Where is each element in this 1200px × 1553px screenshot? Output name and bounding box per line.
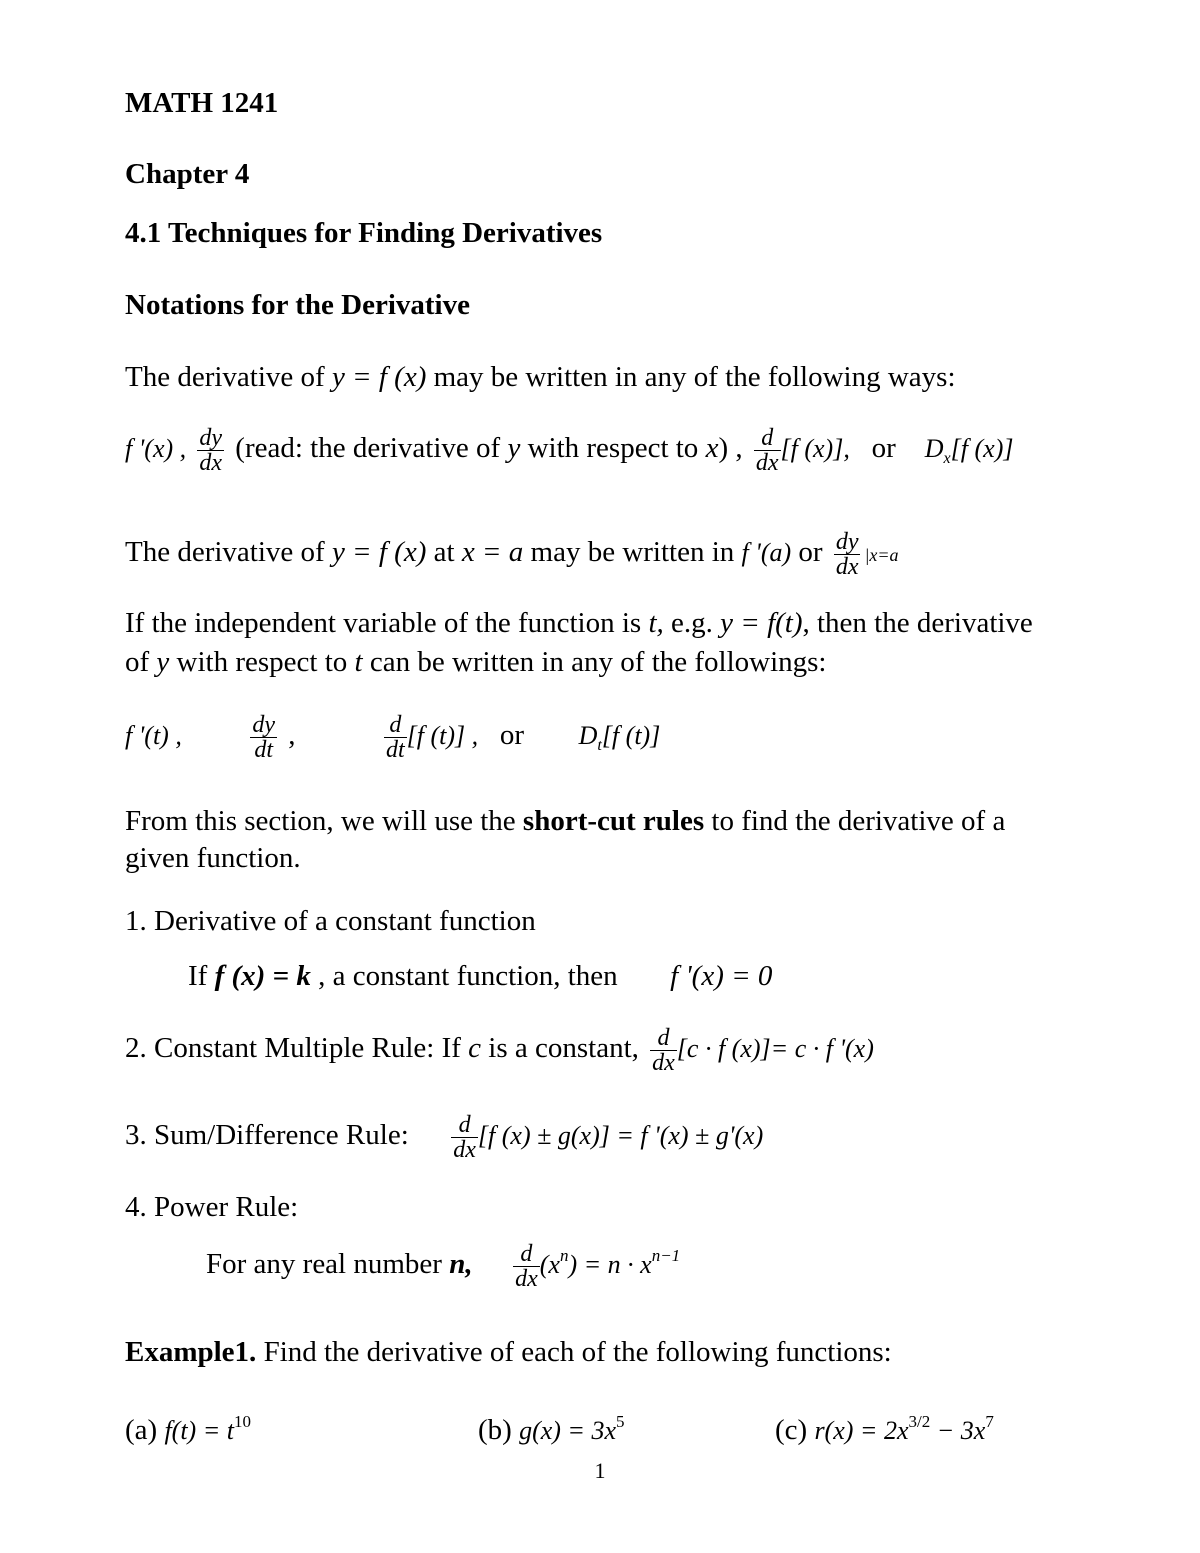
- read-note-a: (read: the derivative of: [235, 432, 508, 464]
- example-part-a: (a) $f(t) = t^{10}$: [125, 1412, 251, 1446]
- bracket-fx: [f (x)],: [780, 434, 850, 463]
- fprime-a: f '(a): [741, 538, 792, 567]
- at-a-line: [125, 524, 899, 583]
- example-heading: Example1. Find the derivative of each of the following functions:: [125, 1336, 892, 1368]
- at-a-lead: The derivative of: [125, 536, 332, 568]
- read-x: x: [705, 432, 719, 464]
- fprime-x: f '(x) ,: [125, 434, 187, 463]
- indep-t-line-2: of y with respect to t can be written in any of the followings:: [125, 646, 827, 678]
- rule-3: 3. Sum/Difference Rule: $\frac{d}{dx}$ [f (x) ± g(x)] = f '(x) ± g'(x): [125, 1111, 764, 1163]
- read-note-c: ) ,: [718, 432, 743, 464]
- page-number: 1: [594, 1458, 606, 1483]
- or-3: or: [499, 719, 525, 751]
- shortcut-line-2: given function.: [125, 842, 301, 874]
- Dt-operator: $D_t[f$ (t)]: [578, 721, 661, 754]
- at-a-mid: at: [426, 536, 462, 568]
- bracket-ft: [f (t)] ,: [406, 721, 479, 750]
- d-dx-fraction-r2: $\frac{d}{dx}$: [652, 1024, 675, 1076]
- d-dx-fraction-r4: $\frac{d}{dx}$: [515, 1240, 538, 1292]
- rule-2: 2. Constant Multiple Rule: If c is a constant, $\frac{d}{dx}$ [c · f (x)]= c · f '(x): [125, 1024, 874, 1076]
- read-y: y: [507, 432, 521, 464]
- at-a-cond: x = a: [461, 536, 524, 568]
- subheading: Notations for the Derivative: [125, 289, 470, 321]
- chapter-title: Chapter 4: [125, 158, 250, 190]
- notations-t-line: [125, 707, 660, 764]
- notations-x-line: [125, 420, 1013, 477]
- d-dx-fraction: $\frac{d}{dx}$: [755, 424, 779, 476]
- dy-dx-fraction-2: $\frac{dy}{dx}$: [835, 528, 859, 580]
- d-dx-fraction-r3: $\frac{d}{dx}$: [453, 1111, 476, 1163]
- indep-t-line-1: If the independent variable of the function is t, e.g. y = f(t), then the derivative: [125, 607, 1033, 639]
- course-title: MATH 1241: [125, 87, 279, 119]
- d-dt-fraction: $\frac{d}{dt}$: [385, 711, 405, 763]
- intro-line: [125, 360, 956, 394]
- section-title: 4.1 Techniques for Finding Derivatives: [125, 217, 603, 249]
- intro-expr: y = f (x): [331, 361, 427, 393]
- rule-4-body: For any real number n, $\frac{d}{dx}$ $(x^n) = n \cdot x^{n-1}$: [206, 1240, 681, 1292]
- or-1: or: [871, 432, 896, 464]
- at-a-tail: may be written in: [523, 536, 742, 568]
- Dx-operator: $D_x[f$ (x)]: [924, 434, 1014, 467]
- rule-4-title: 4. Power Rule:: [125, 1191, 299, 1223]
- fprime-t: f '(t) ,: [125, 721, 182, 750]
- evaluated-at: |x=a: [864, 545, 899, 565]
- or-2: or: [798, 536, 823, 568]
- rule-1-title: 1. Derivative of a constant function: [125, 905, 536, 937]
- shortcut-line-1: From this section, we will use the short-cut rules to find the derivative of a: [125, 805, 1006, 837]
- example-part-b: (b) $g(x) = 3x^5$: [478, 1412, 625, 1446]
- comma-t: ,: [288, 719, 296, 751]
- read-note-b: with respect to: [520, 432, 706, 464]
- dy-dt-fraction: $\frac{dy}{dt}$: [252, 711, 275, 763]
- intro-lead: The derivative of: [125, 361, 332, 393]
- rule-1-body: If f (x) = k , a constant function, then f '(x) = 0: [188, 960, 773, 992]
- intro-tail: may be written in any of the following ways:: [426, 361, 956, 393]
- example-part-c: (c) $r(x) = 2x^{3/2} - 3x^7$: [775, 1412, 994, 1446]
- at-a-expr: y = f (x): [331, 536, 427, 568]
- dy-dx-fraction: $\frac{dy}{dx}$: [199, 424, 223, 476]
